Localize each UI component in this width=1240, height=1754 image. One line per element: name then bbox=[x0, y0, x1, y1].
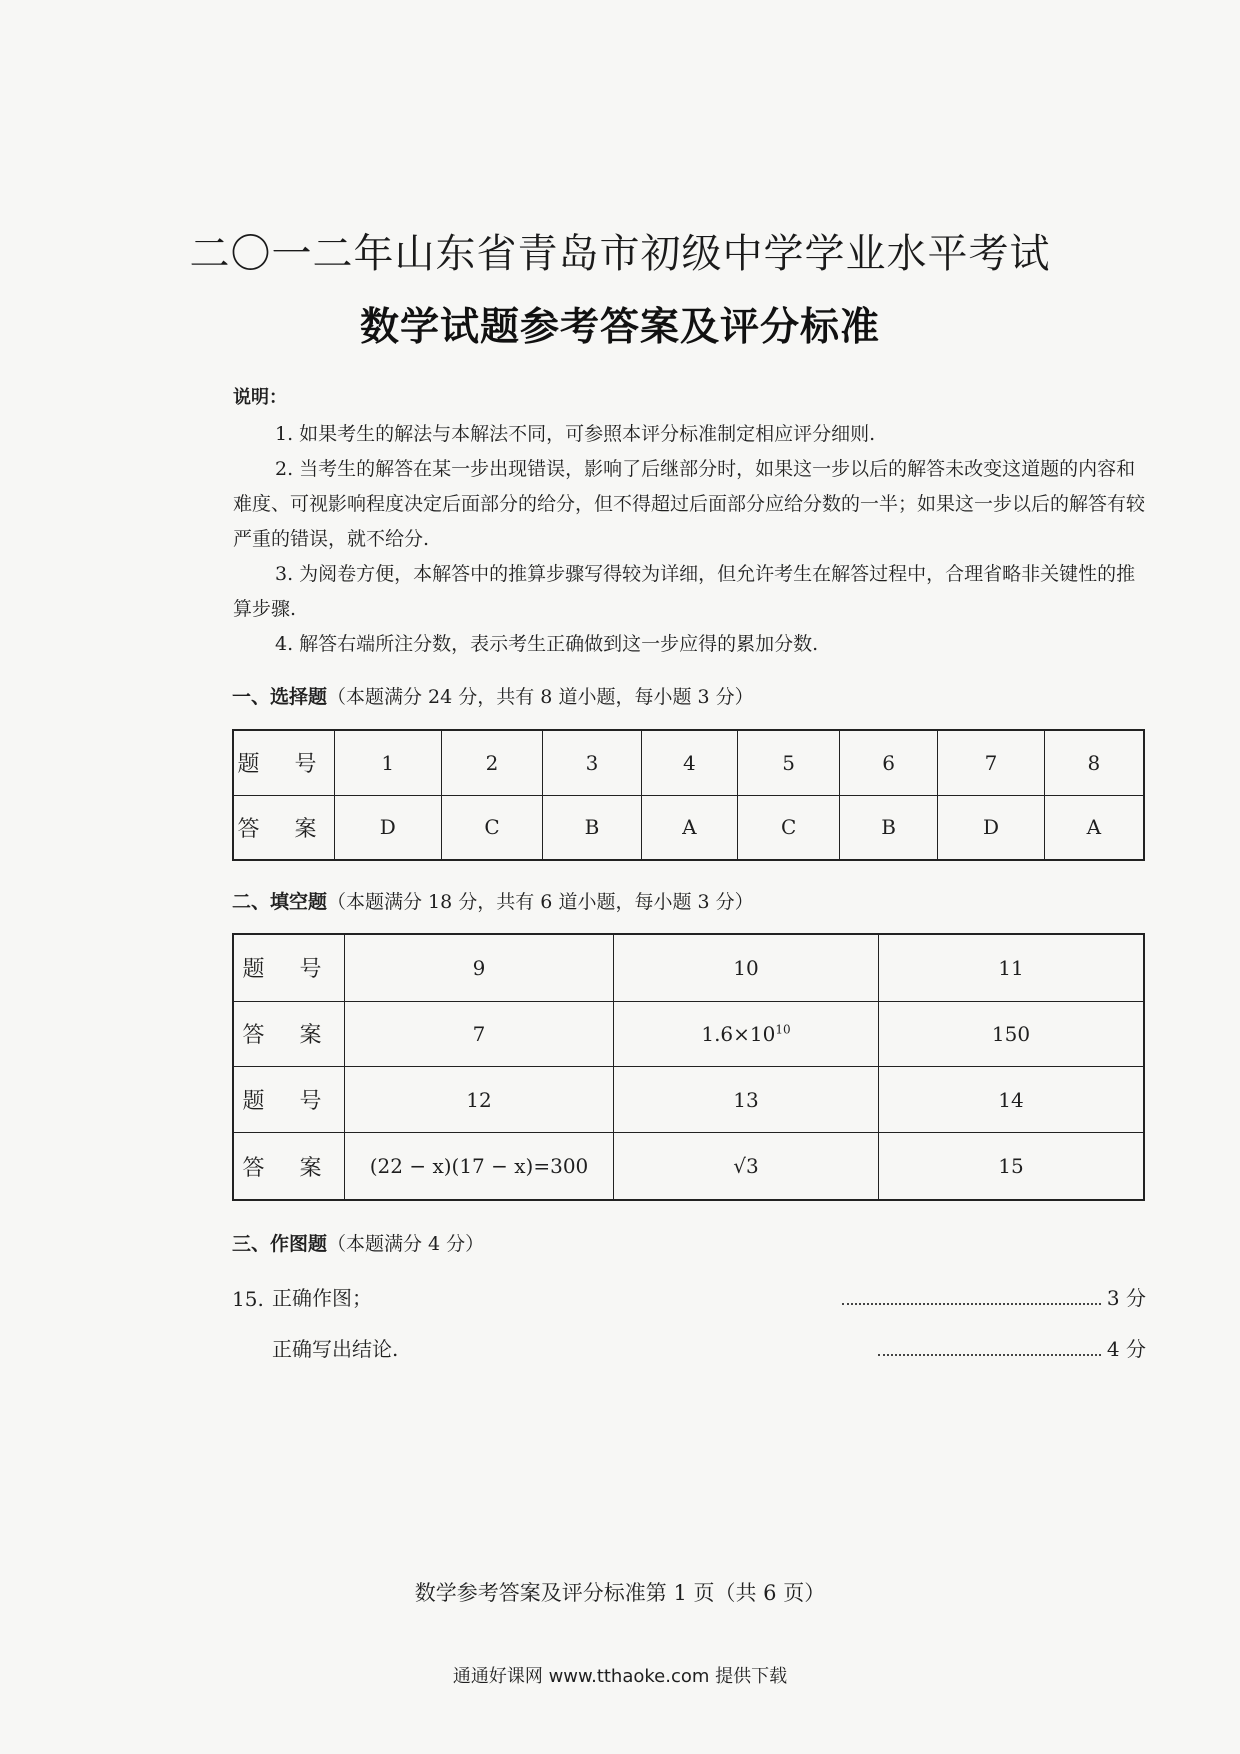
score-item-text: 正确作图； bbox=[272, 1286, 372, 1310]
notes-block bbox=[233, 380, 1148, 662]
table-cell: A bbox=[1044, 795, 1144, 860]
table-cell: 10 bbox=[614, 934, 879, 1001]
table-cell: 7 bbox=[345, 1001, 614, 1067]
table-cell: 8 bbox=[1044, 730, 1144, 795]
score-value: 4 分 bbox=[1106, 1337, 1146, 1361]
table-cell: D bbox=[335, 795, 442, 860]
row-header: 题 号 bbox=[233, 730, 335, 795]
document-subtitle: 数学试题参考答案及评分标准 bbox=[359, 304, 880, 350]
table-cell: 3 bbox=[543, 730, 641, 795]
section2-detail: （本题满分 18 分，共有 6 道小题，每小题 3 分） bbox=[327, 891, 754, 913]
table-cell: 13 bbox=[614, 1067, 879, 1133]
score-item-text: 正确写出结论. bbox=[272, 1337, 399, 1361]
table-cell: 7 bbox=[938, 730, 1045, 795]
table-cell: B bbox=[543, 795, 641, 860]
table-cell: 14 bbox=[879, 1067, 1145, 1133]
table-cell: √3 bbox=[614, 1133, 879, 1200]
section3-detail: （本题满分 4 分） bbox=[327, 1233, 485, 1255]
leader-dots bbox=[878, 1354, 1101, 1356]
table-cell: (22 − x)(17 − x)=300 bbox=[345, 1133, 614, 1200]
row-header: 答 案 bbox=[233, 1133, 345, 1200]
table-cell: C bbox=[441, 795, 543, 860]
table-row bbox=[233, 1133, 1144, 1200]
note-item: 2. 当考生的解答在某一步出现错误，影响了后继部分时，如果这一步以后的解答未改变这道题的内容和难度、可视影响程度决定后面部分的给分，但不得超过后面部分应给分数的一半；如果这一步以后的解答有较严重的错误，就不给分. bbox=[233, 458, 1146, 550]
table-cell: 2 bbox=[441, 730, 543, 795]
section1-title: 一、选择题 bbox=[232, 686, 328, 708]
section3-title: 三、作图题 bbox=[232, 1233, 328, 1255]
note-item: 1. 如果考生的解法与本解法不同，可参照本评分标准制定相应评分细则. bbox=[275, 423, 876, 445]
table-cell: 5 bbox=[738, 730, 840, 795]
table-row bbox=[233, 730, 1144, 795]
note-item: 4. 解答右端所注分数，表示考生正确做到这一步应得的累加分数. bbox=[275, 633, 819, 655]
document-title: 二〇一二年山东省青岛市初级中学学业水平考试 bbox=[189, 231, 1051, 277]
table-row bbox=[233, 1067, 1144, 1133]
row-header: 题 号 bbox=[233, 934, 345, 1001]
table-cell: A bbox=[641, 795, 738, 860]
table-row bbox=[233, 934, 1144, 1001]
row-header: 答 案 bbox=[233, 795, 335, 860]
table-cell: 9 bbox=[345, 934, 614, 1001]
score-line bbox=[272, 1333, 1146, 1362]
row-header: 答 案 bbox=[233, 1001, 345, 1067]
table-cell: 150 bbox=[879, 1001, 1145, 1067]
section1-heading bbox=[232, 682, 754, 709]
leader-dots bbox=[842, 1303, 1101, 1305]
table-cell: B bbox=[840, 795, 938, 860]
section3-heading bbox=[232, 1229, 484, 1256]
table-row bbox=[233, 795, 1144, 860]
sci-base: 1.6×10 bbox=[701, 1021, 776, 1046]
page-footer: 数学参考答案及评分标准第 1 页（共 6 页） bbox=[414, 1581, 826, 1605]
notes-label: 说明： bbox=[233, 387, 287, 408]
table-cell: C bbox=[738, 795, 840, 860]
choice-answer-table bbox=[232, 729, 1145, 861]
note-item: 3. 为阅卷方便，本解答中的推算步骤写得较为详细，但允许考生在解答过程中，合理省略非关键性的推算步骤. bbox=[233, 563, 1136, 620]
site-watermark: 通通好课网 www.tthaoke.com 提供下载 bbox=[452, 1666, 788, 1687]
section2-title: 二、填空题 bbox=[232, 891, 328, 913]
table-cell: 6 bbox=[840, 730, 938, 795]
table-cell: 12 bbox=[345, 1067, 614, 1133]
row-header: 题 号 bbox=[233, 1067, 345, 1133]
table-row bbox=[233, 1001, 1144, 1067]
table-cell-sci bbox=[614, 1001, 879, 1067]
score-value: 3 分 bbox=[1106, 1286, 1146, 1310]
sci-exponent: 10 bbox=[775, 1022, 791, 1037]
score-line bbox=[232, 1282, 1146, 1311]
section1-detail: （本题满分 24 分，共有 8 道小题，每小题 3 分） bbox=[327, 686, 754, 708]
table-cell: 11 bbox=[879, 934, 1145, 1001]
table-cell: D bbox=[938, 795, 1045, 860]
table-cell: 1 bbox=[335, 730, 442, 795]
section2-heading bbox=[232, 887, 754, 914]
question-number: 15. bbox=[232, 1287, 264, 1311]
table-cell: 15 bbox=[879, 1133, 1145, 1200]
fill-answer-table bbox=[232, 933, 1145, 1201]
table-cell: 4 bbox=[641, 730, 738, 795]
